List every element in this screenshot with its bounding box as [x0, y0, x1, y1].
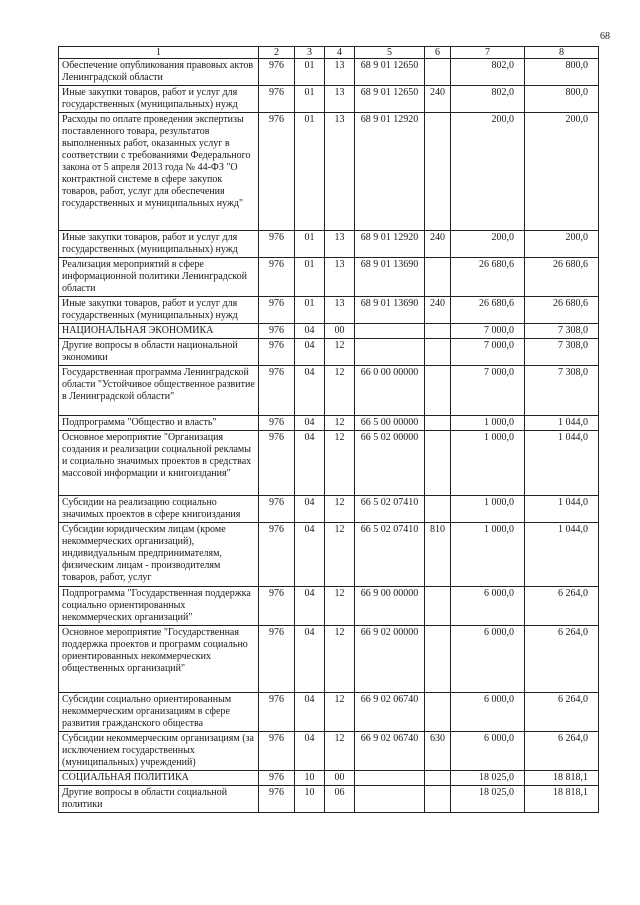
row-amount-1-cell: 1 000,0: [451, 523, 525, 587]
row-amount-1-cell: 1 000,0: [451, 496, 525, 523]
row-code-cell: 976: [259, 523, 295, 587]
row-section-cell: 01: [295, 258, 325, 297]
row-amount-2-cell: 6 264,0: [525, 626, 599, 693]
row-name-cell: Подпрограмма "Государственная поддержка социально ориентированных некоммерческих организаций": [59, 587, 259, 626]
row-code-cell: 976: [259, 416, 295, 431]
row-type-cell: [425, 431, 451, 496]
row-target-cell: 68 9 01 12650: [355, 59, 425, 86]
row-type-cell: [425, 786, 451, 813]
row-subsection-cell: 00: [325, 324, 355, 339]
row-subsection-cell: 13: [325, 113, 355, 231]
row-section-cell: 01: [295, 59, 325, 86]
row-name-cell: Иные закупки товаров, работ и услуг для государственных (муниципальных) нужд: [59, 297, 259, 324]
row-code-cell: 976: [259, 431, 295, 496]
row-target-cell: [355, 771, 425, 786]
row-code-cell: 976: [259, 59, 295, 86]
row-target-cell: 68 9 01 12650: [355, 86, 425, 113]
row-type-cell: [425, 113, 451, 231]
row-section-cell: 04: [295, 626, 325, 693]
row-code-cell: 976: [259, 786, 295, 813]
row-subsection-cell: 00: [325, 771, 355, 786]
table-row: [59, 732, 599, 771]
row-name-cell: Иные закупки товаров, работ и услуг для государственных (муниципальных) нужд: [59, 86, 259, 113]
row-amount-2-cell: 6 264,0: [525, 732, 599, 771]
row-subsection-cell: 13: [325, 86, 355, 113]
table-row: [59, 86, 599, 113]
row-amount-1-cell: 7 000,0: [451, 324, 525, 339]
table-row: [59, 693, 599, 732]
header-cell-4: 4: [325, 47, 355, 59]
row-section-cell: 04: [295, 366, 325, 416]
row-code-cell: 976: [259, 231, 295, 258]
table-row: [59, 523, 599, 587]
header-cell-6: 6: [425, 47, 451, 59]
row-type-cell: 240: [425, 297, 451, 324]
row-amount-1-cell: 18 025,0: [451, 786, 525, 813]
table-header: [59, 47, 599, 59]
row-target-cell: [355, 324, 425, 339]
row-amount-1-cell: 7 000,0: [451, 366, 525, 416]
row-code-cell: 976: [259, 324, 295, 339]
row-type-cell: 630: [425, 732, 451, 771]
row-name-cell: Субсидии некоммерческим организациям (за исключением государственных (муниципальных) учреждений): [59, 732, 259, 771]
header-cell-2: 2: [259, 47, 295, 59]
row-type-cell: [425, 339, 451, 366]
row-type-cell: [425, 59, 451, 86]
row-section-cell: 04: [295, 416, 325, 431]
row-section-cell: 04: [295, 587, 325, 626]
row-amount-2-cell: 800,0: [525, 59, 599, 86]
row-type-cell: 240: [425, 86, 451, 113]
row-section-cell: 04: [295, 339, 325, 366]
row-code-cell: 976: [259, 732, 295, 771]
row-target-cell: 66 9 02 06740: [355, 732, 425, 771]
row-amount-1-cell: 6 000,0: [451, 693, 525, 732]
header-cell-3: 3: [295, 47, 325, 59]
row-code-cell: 976: [259, 693, 295, 732]
row-target-cell: 68 9 01 13690: [355, 258, 425, 297]
row-amount-1-cell: 200,0: [451, 231, 525, 258]
table-row: [59, 416, 599, 431]
row-amount-2-cell: 18 818,1: [525, 786, 599, 813]
row-name-cell: Обеспечение опубликования правовых актов Ленинградской области: [59, 59, 259, 86]
table-row: [59, 297, 599, 324]
table-row: [59, 431, 599, 496]
row-section-cell: 10: [295, 771, 325, 786]
row-code-cell: 976: [259, 771, 295, 786]
row-amount-2-cell: 26 680,6: [525, 297, 599, 324]
row-subsection-cell: 12: [325, 339, 355, 366]
row-name-cell: Основное мероприятие "Организация создания и реализации социальной рекламы и социально значимых проектов в средствах массовой информации и книгоиздания": [59, 431, 259, 496]
row-code-cell: 976: [259, 258, 295, 297]
row-section-cell: 01: [295, 86, 325, 113]
table-row: [59, 324, 599, 339]
row-subsection-cell: 12: [325, 693, 355, 732]
row-code-cell: 976: [259, 496, 295, 523]
row-subsection-cell: 13: [325, 231, 355, 258]
row-subsection-cell: 12: [325, 431, 355, 496]
row-section-cell: 04: [295, 732, 325, 771]
row-amount-2-cell: 7 308,0: [525, 324, 599, 339]
row-amount-1-cell: 802,0: [451, 59, 525, 86]
row-subsection-cell: 06: [325, 786, 355, 813]
row-type-cell: [425, 587, 451, 626]
row-type-cell: 810: [425, 523, 451, 587]
row-amount-2-cell: 1 044,0: [525, 431, 599, 496]
row-name-cell: Расходы по оплате проведения экспертизы поставленного товара, результатов выполненных работ, оказанных услуг в соответствии с требованиями Федерального закона от 5 апреля 2013 года № 44-ФЗ "О контрактной системе в сфере закупок товаров, работ, услуг для обеспечения государственных и муниципальных нужд": [59, 113, 259, 231]
row-name-cell: Другие вопросы в области национальной экономики: [59, 339, 259, 366]
table-row: [59, 771, 599, 786]
row-name-cell: Субсидии на реализацию социально значимых проектов в сфере книгоиздания: [59, 496, 259, 523]
row-code-cell: 976: [259, 339, 295, 366]
row-amount-2-cell: 6 264,0: [525, 693, 599, 732]
row-section-cell: 01: [295, 113, 325, 231]
row-section-cell: 04: [295, 431, 325, 496]
table-row: [59, 366, 599, 416]
row-section-cell: 01: [295, 297, 325, 324]
row-section-cell: 01: [295, 231, 325, 258]
row-name-cell: Другие вопросы в области социальной политики: [59, 786, 259, 813]
table-body: [59, 59, 599, 813]
row-subsection-cell: 12: [325, 626, 355, 693]
row-amount-1-cell: 6 000,0: [451, 732, 525, 771]
row-subsection-cell: 12: [325, 366, 355, 416]
row-section-cell: 04: [295, 496, 325, 523]
row-amount-1-cell: 7 000,0: [451, 339, 525, 366]
table-row: [59, 587, 599, 626]
row-code-cell: 976: [259, 297, 295, 324]
row-subsection-cell: 12: [325, 523, 355, 587]
budget-table: [58, 46, 599, 813]
row-amount-1-cell: 18 025,0: [451, 771, 525, 786]
header-cell-1: 1: [59, 47, 259, 59]
row-target-cell: 66 9 02 06740: [355, 693, 425, 732]
row-subsection-cell: 13: [325, 297, 355, 324]
table-row: [59, 59, 599, 86]
row-amount-1-cell: 1 000,0: [451, 431, 525, 496]
row-name-cell: Основное мероприятие "Государственная поддержка проектов и программ социально ориентированных некоммерческих общественных организаций": [59, 626, 259, 693]
table-row: [59, 626, 599, 693]
row-type-cell: [425, 258, 451, 297]
row-amount-2-cell: 7 308,0: [525, 366, 599, 416]
row-amount-2-cell: 1 044,0: [525, 523, 599, 587]
row-section-cell: 04: [295, 693, 325, 732]
header-cell-8: 8: [525, 47, 599, 59]
row-subsection-cell: 12: [325, 732, 355, 771]
row-name-cell: Государственная программа Ленинградской области "Устойчивое общественное развитие в Ленинградской области": [59, 366, 259, 416]
row-amount-1-cell: 26 680,6: [451, 297, 525, 324]
row-name-cell: Субсидии юридическим лицам (кроме некоммерческих организаций), индивидуальным предпринимателям, физическим лицам - производителям товаров, работ, услуг: [59, 523, 259, 587]
row-name-cell: Реализация мероприятий в сфере информационной политики Ленинградской области: [59, 258, 259, 297]
row-name-cell: СОЦИАЛЬНАЯ ПОЛИТИКА: [59, 771, 259, 786]
row-subsection-cell: 12: [325, 587, 355, 626]
row-target-cell: [355, 786, 425, 813]
row-target-cell: 66 5 02 07410: [355, 496, 425, 523]
row-code-cell: 976: [259, 626, 295, 693]
row-name-cell: НАЦИОНАЛЬНАЯ ЭКОНОМИКА: [59, 324, 259, 339]
row-amount-2-cell: 1 044,0: [525, 416, 599, 431]
row-subsection-cell: 12: [325, 416, 355, 431]
row-amount-2-cell: 7 308,0: [525, 339, 599, 366]
row-target-cell: 66 9 02 00000: [355, 626, 425, 693]
row-type-cell: 240: [425, 231, 451, 258]
row-amount-2-cell: 18 818,1: [525, 771, 599, 786]
row-target-cell: 68 9 01 12920: [355, 231, 425, 258]
row-name-cell: Иные закупки товаров, работ и услуг для государственных (муниципальных) нужд: [59, 231, 259, 258]
table-row: [59, 231, 599, 258]
row-subsection-cell: 12: [325, 496, 355, 523]
row-amount-2-cell: 26 680,6: [525, 258, 599, 297]
row-target-cell: 66 9 00 00000: [355, 587, 425, 626]
table-row: [59, 339, 599, 366]
row-type-cell: [425, 366, 451, 416]
row-type-cell: [425, 416, 451, 431]
header-cell-5: 5: [355, 47, 425, 59]
header-row: [59, 47, 599, 59]
row-type-cell: [425, 496, 451, 523]
row-amount-1-cell: 26 680,6: [451, 258, 525, 297]
row-amount-2-cell: 200,0: [525, 231, 599, 258]
row-amount-1-cell: 200,0: [451, 113, 525, 231]
row-amount-1-cell: 6 000,0: [451, 626, 525, 693]
row-amount-2-cell: 6 264,0: [525, 587, 599, 626]
table-row: [59, 258, 599, 297]
row-amount-1-cell: 802,0: [451, 86, 525, 113]
row-target-cell: 66 0 00 00000: [355, 366, 425, 416]
page-number: 68: [600, 31, 610, 42]
row-target-cell: 66 5 00 00000: [355, 416, 425, 431]
row-target-cell: 68 9 01 12920: [355, 113, 425, 231]
row-code-cell: 976: [259, 366, 295, 416]
row-target-cell: [355, 339, 425, 366]
row-code-cell: 976: [259, 587, 295, 626]
row-type-cell: [425, 324, 451, 339]
row-code-cell: 976: [259, 86, 295, 113]
row-amount-1-cell: 6 000,0: [451, 587, 525, 626]
table-row: [59, 496, 599, 523]
row-amount-2-cell: 200,0: [525, 113, 599, 231]
row-target-cell: 66 5 02 00000: [355, 431, 425, 496]
row-code-cell: 976: [259, 113, 295, 231]
row-section-cell: 04: [295, 523, 325, 587]
row-amount-2-cell: 800,0: [525, 86, 599, 113]
row-target-cell: 68 9 01 13690: [355, 297, 425, 324]
row-amount-1-cell: 1 000,0: [451, 416, 525, 431]
row-name-cell: Подпрограмма "Общество и власть": [59, 416, 259, 431]
row-subsection-cell: 13: [325, 258, 355, 297]
row-amount-2-cell: 1 044,0: [525, 496, 599, 523]
row-type-cell: [425, 693, 451, 732]
row-type-cell: [425, 771, 451, 786]
row-subsection-cell: 13: [325, 59, 355, 86]
row-target-cell: 66 5 02 07410: [355, 523, 425, 587]
row-section-cell: 04: [295, 324, 325, 339]
table-row: [59, 113, 599, 231]
header-cell-7: 7: [451, 47, 525, 59]
row-type-cell: [425, 626, 451, 693]
row-name-cell: Субсидии социально ориентированным некоммерческим организациям в сфере развития гражданского общества: [59, 693, 259, 732]
table-row: [59, 786, 599, 813]
row-section-cell: 10: [295, 786, 325, 813]
